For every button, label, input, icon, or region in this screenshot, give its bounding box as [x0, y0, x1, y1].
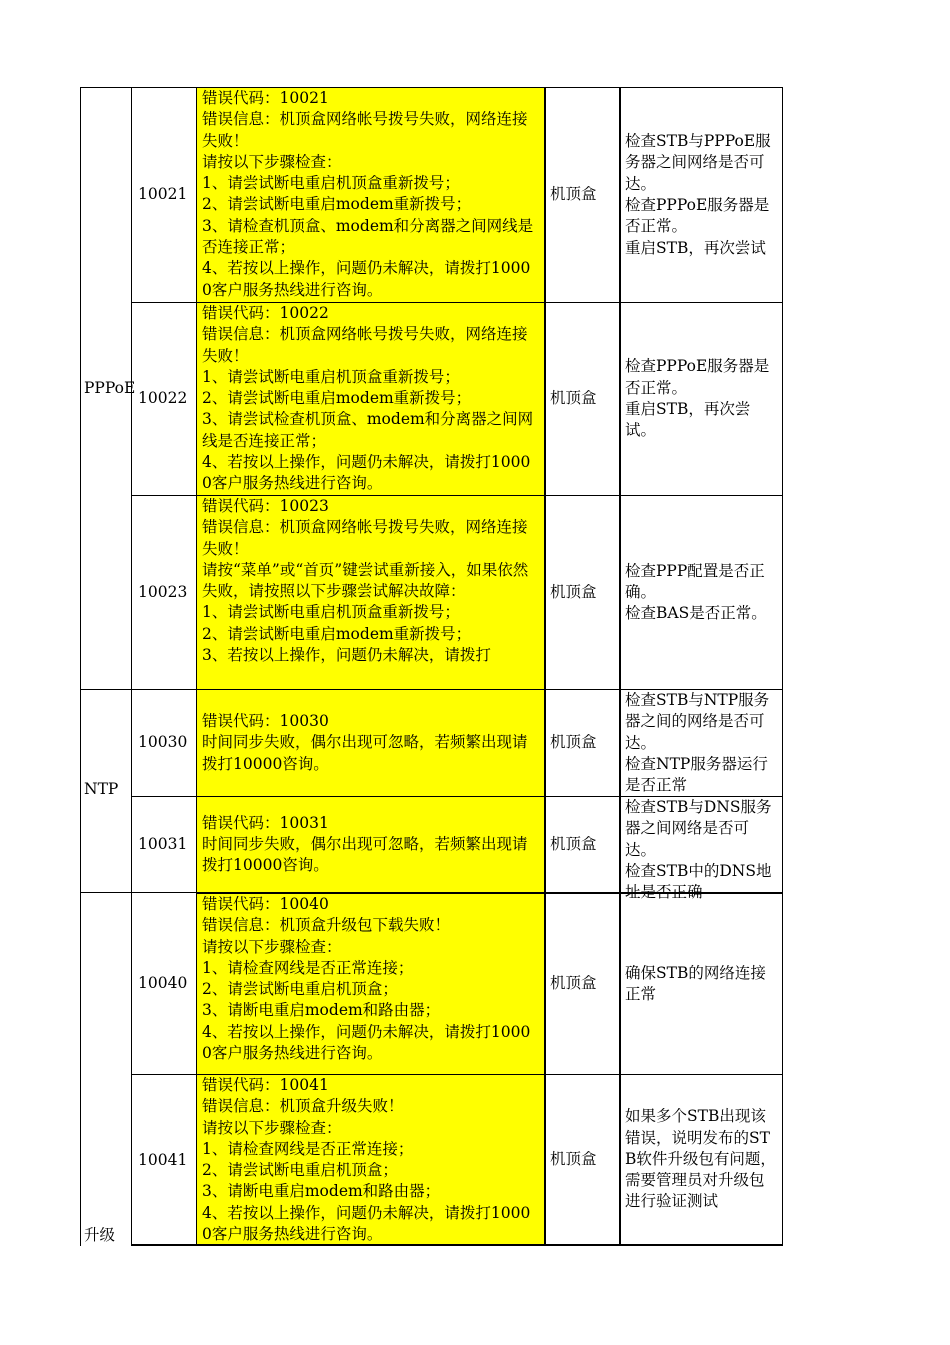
category-ntp: NTP — [80, 689, 131, 892]
error-code-cell: 10041 — [131, 1074, 196, 1246]
device-cell: 机顶盒 — [545, 495, 619, 689]
error-code-cell: 10031 — [131, 796, 196, 892]
solution-text: 检查PPPoE服务器是否正常。 重启STB，再次尝试。 — [625, 357, 770, 440]
device-cell: 机顶盒 — [545, 87, 619, 302]
device-cell: 机顶盒 — [545, 892, 619, 1074]
table-right-border — [782, 87, 783, 1246]
error-message-cell — [196, 689, 545, 796]
device-cell: 机顶盒 — [545, 796, 619, 892]
error-message-cell: 错误代码：10040 错误信息：机顶盒升级包下载失败！ 请按以下步骤检查： 1、请检查网线是否正常连接； 2、请尝试断电重启机顶盒； 3、请断电重启modem和路由器； 4、若按以上操作，问题仍未解决，请拨打10000客户服务热线进行咨询。 — [196, 892, 545, 1074]
error-code-cell: 10021 — [131, 87, 196, 302]
solution-cell — [619, 302, 783, 495]
category-upgrade: 升级 — [80, 892, 131, 1246]
device-cell: 机顶盒 — [545, 1074, 619, 1246]
error-message-text: 错误代码：10030 时间同步失败，偶尔出现可忽略，若频繁出现请拨打10000咨询。 — [202, 712, 528, 773]
error-code-cell: 10030 — [131, 689, 196, 796]
error-message-cell — [196, 796, 545, 892]
solution-text: 确保STB的网络连接正常 — [625, 963, 766, 1003]
error-message-cell: 错误代码：10041 错误信息：机顶盒升级失败！ 请按以下步骤检查： 1、请检查网线是否正常连接； 2、请尝试断电重启机顶盒； 3、请断电重启modem和路由器； 4、若按以上操作，问题仍未解决，请拨打10000客户服务热线进行咨询。 — [196, 1074, 545, 1246]
solution-text: 检查STB与PPPoE服务器之间网络是否可达。 检查PPPoE服务器是否正常。 重启STB，再次尝试 — [625, 132, 771, 257]
error-message-cell: 错误代码：10023 错误信息：机顶盒网络帐号拨号失败，网络连接失败！ 请按“菜单”或“首页”键尝试重新接入，如果依然失败，请按照以下步骤尝试解决故障： 1、请尝试断电重启机顶盒重新拨号； 2、请尝试断电重启modem重新拨号； 3、若按以上操作，问题仍未解决，请拨打 — [196, 495, 545, 689]
device-cell: 机顶盒 — [545, 302, 619, 495]
table-bottom-border — [131, 1244, 783, 1246]
category-pppoe: PPPoE — [80, 87, 131, 689]
solution-cell: 检查STB与DNS服务器之间网络是否可达。 检查STB中的DNS地址是否正确 — [619, 796, 783, 892]
solution-text: 检查PPP配置是否正确。 检查BAS是否正常。 — [625, 561, 767, 623]
solution-cell — [619, 87, 783, 302]
device-cell: 机顶盒 — [545, 689, 619, 796]
solution-cell — [619, 1074, 783, 1246]
solution-cell: 检查STB与NTP服务器之间的网络是否可达。 检查NTP服务器运行是否正常 — [619, 689, 783, 796]
solution-cell — [619, 892, 783, 1074]
error-message-cell: 错误代码：10022 错误信息：机顶盒网络帐号拨号失败，网络连接失败！ 1、请尝试断电重启机顶盒重新拨号； 2、请尝试断电重启modem重新拨号； 3、请尝试检查机顶盒、modem和分离器之间网线是否连接正常； 4、若按以上操作，问题仍未解决，请拨打10000客户服务热线进行咨询。 — [196, 302, 545, 495]
solution-text: 如果多个STB出现该错误，说明发布的STB软件升级包有问题， 需要管理员对升级包进行验证测试 — [625, 1107, 776, 1211]
error-message-text: 错误代码：10031 时间同步失败，偶尔出现可忽略，若频繁出现请拨打10000咨询。 — [202, 813, 528, 875]
error-code-cell: 10023 — [131, 495, 196, 689]
error-message-cell: 错误代码：10021 错误信息：机顶盒网络帐号拨号失败，网络连接失败！ 请按以下步骤检查： 1、请尝试断电重启机顶盒重新拨号； 2、请尝试断电重启modem重新拨号； 3、请检查机顶盒、modem和分离器之间网线是否连接正常； 4、若按以上操作，问题仍未解决，请拨打10000客户服务热线进行咨询。 — [196, 87, 545, 302]
error-code-cell: 10022 — [131, 302, 196, 495]
error-code-table — [80, 87, 783, 1246]
solution-cell — [619, 495, 783, 689]
error-code-cell: 10040 — [131, 892, 196, 1074]
